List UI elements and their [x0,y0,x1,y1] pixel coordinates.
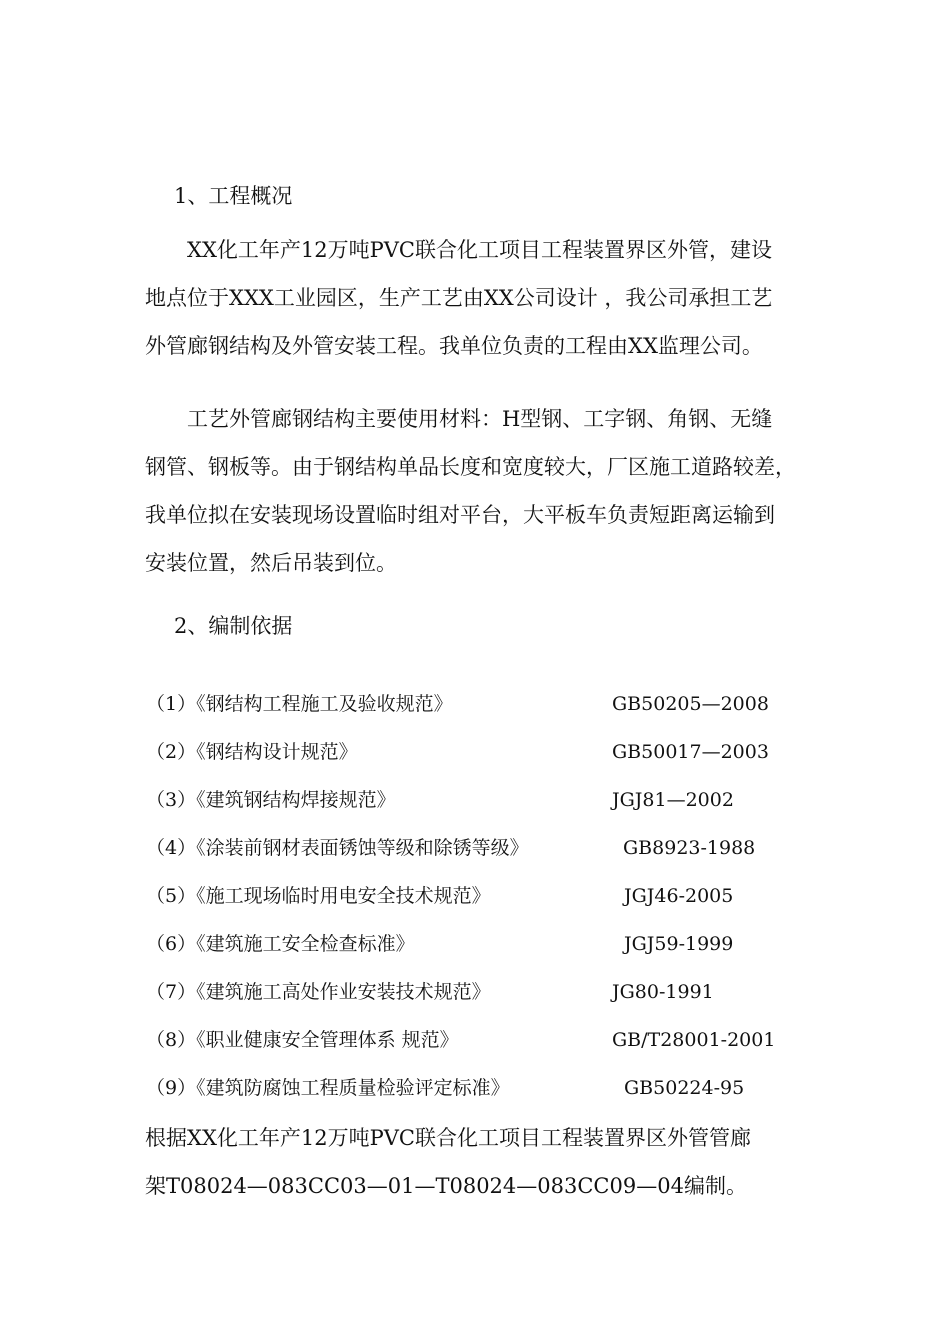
reference-item [146,1025,806,1055]
paragraph-line: 安装位置，然后吊装到位。 [145,551,397,575]
reference-title: （4）《涂装前钢材表面锈蚀等级和除锈等级》 [146,837,529,859]
reference-code: GB50017—2003 [612,741,769,763]
section-1-paragraph-2 [145,395,807,587]
reference-item [146,785,806,815]
reference-title: （1）《钢结构工程施工及验收规范》 [146,693,453,715]
reference-code: JGJ59-1999 [624,933,734,955]
paragraph-line: XX化工年产12万吨PVC联合化工项目工程装置界区外管，建设 [187,238,772,262]
paragraph-line: 外管廊钢结构及外管安装工程。我单位负责的工程由XX监理公司。 [145,334,763,358]
reference-title: （3）《建筑钢结构焊接规范》 [146,789,396,811]
paragraph-line: 工艺外管廊钢结构主要使用材料：H型钢、工字钢、角钢、无缝 [187,407,773,431]
reference-code: GB50224-95 [624,1077,745,1099]
reference-title: （5）《施工现场临时用电安全技术规范》 [146,885,491,907]
paragraph-line: 钢管、钢板等。由于钢结构单品长度和宽度较大，厂区施工道路较差， [145,455,796,479]
reference-item [146,689,806,719]
paragraph-line: 架T08024—083CC03—01—T08024—083CC09—04编制。 [145,1174,747,1198]
paragraph-line: 我单位拟在安装现场设置临时组对平台，大平板车负责短距离运输到 [145,503,775,527]
reference-item [146,929,806,959]
reference-title: （8）《职业健康安全管理体系 规范》 [146,1029,459,1051]
reference-title: （2）《钢结构设计规范》 [146,741,358,763]
reference-item [146,737,806,767]
closing-paragraph [145,1114,807,1210]
reference-code: GB/T28001-2001 [612,1029,776,1051]
section-2-heading: 2、编制依据 [174,614,293,638]
reference-item [146,1073,806,1103]
section-1-paragraph-1 [145,226,807,370]
reference-title: （7）《建筑施工高处作业安装技术规范》 [146,981,491,1003]
reference-code: GB8923-1988 [623,837,756,859]
paragraph-line: 根据XX化工年产12万吨PVC联合化工项目工程装置界区外管管廊 [145,1126,751,1150]
reference-item [146,833,806,863]
reference-title: （9）《建筑防腐蚀工程质量检验评定标准》 [146,1077,510,1099]
reference-item [146,977,806,1007]
reference-title: （6）《建筑施工安全检查标准》 [146,933,415,955]
reference-item [146,881,806,911]
reference-code: JG80-1991 [612,981,714,1003]
reference-code: JGJ81—2002 [612,789,734,811]
reference-code: GB50205—2008 [612,693,769,715]
reference-code: JGJ46-2005 [624,885,734,907]
paragraph-line: 地点位于XXX工业园区，生产工艺由XX公司设计 ，我公司承担工艺 [145,286,773,310]
section-1-heading: 1、工程概况 [174,184,293,208]
